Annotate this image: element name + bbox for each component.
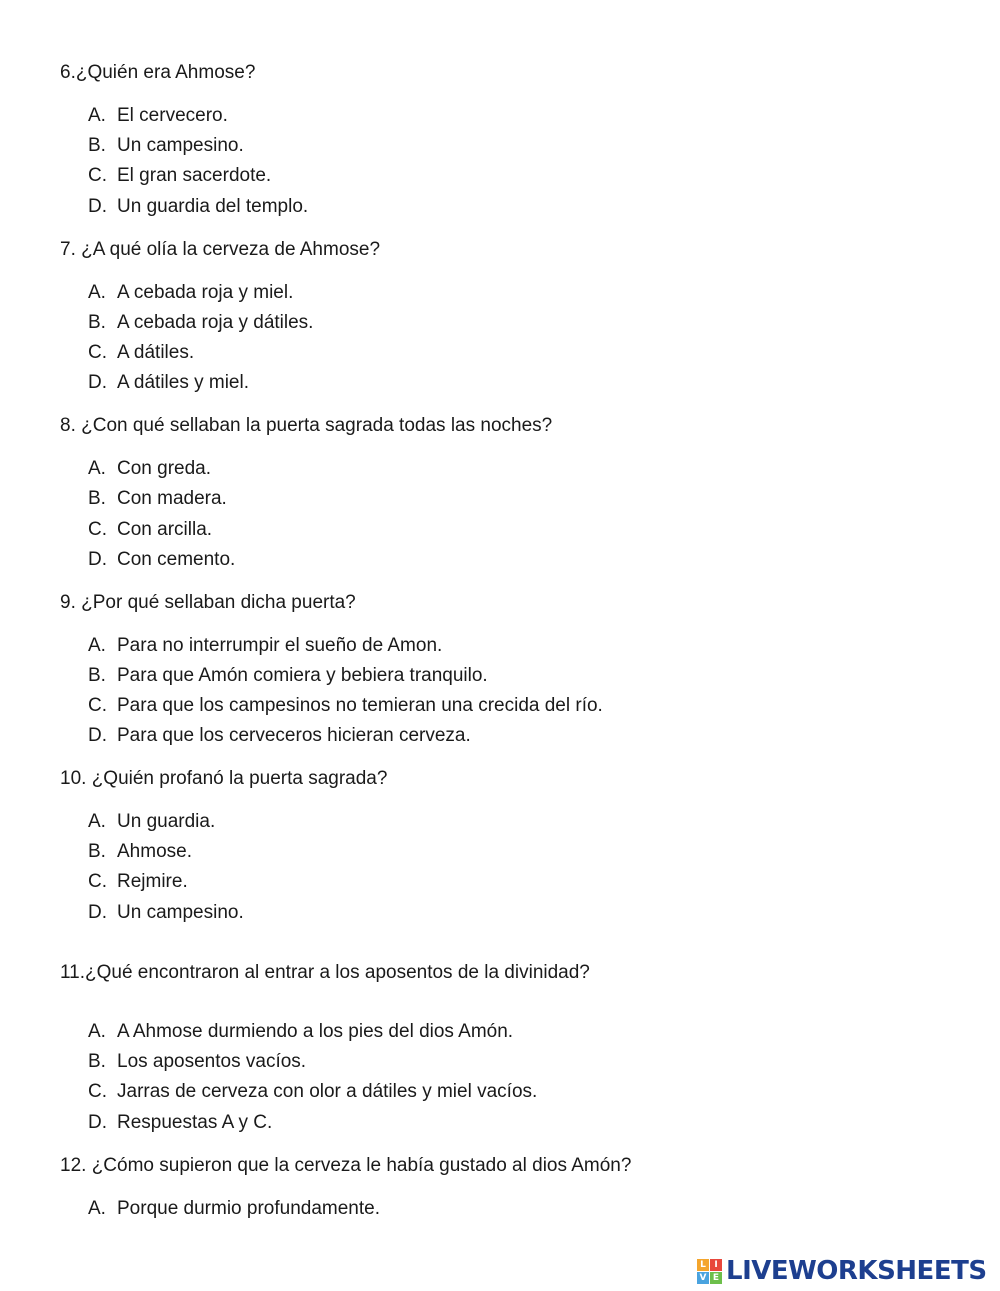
option-12a[interactable]	[88, 1197, 380, 1221]
option-text: A cebada roja y miel.	[117, 282, 294, 303]
option-letter: C.	[88, 1081, 107, 1102]
option-9c[interactable]	[88, 694, 603, 718]
question-11: 11.¿Qué encontraron al entrar a los aposentos de la divinidad?	[60, 962, 590, 983]
option-text: Un guardia del templo.	[117, 196, 309, 217]
question-7: 7. ¿A qué olía la cerveza de Ahmose?	[60, 239, 381, 260]
option-text: Un guardia.	[117, 811, 216, 832]
logo-tiles-icon	[697, 1259, 722, 1284]
logo-tile-v: V	[697, 1272, 709, 1284]
option-letter: A.	[88, 282, 106, 303]
option-text: El gran sacerdote.	[117, 165, 272, 186]
liveworksheets-logo	[697, 1256, 987, 1286]
option-letter: B.	[88, 841, 106, 862]
option-10b[interactable]	[88, 840, 192, 864]
option-text: A cebada roja y dátiles.	[117, 312, 314, 333]
question-10: 10. ¿Quién profanó la puerta sagrada?	[60, 768, 388, 789]
logo-tile-l: L	[697, 1259, 709, 1271]
option-text: Con greda.	[117, 458, 212, 479]
question-12: 12. ¿Cómo supieron que la cerveza le había gustado al dios Amón?	[60, 1155, 632, 1176]
option-text: Porque durmio profundamente.	[117, 1198, 380, 1219]
option-7c[interactable]	[88, 341, 194, 365]
option-7b[interactable]	[88, 311, 313, 335]
option-10a[interactable]	[88, 810, 215, 834]
option-letter: B.	[88, 135, 106, 156]
option-text: Un campesino.	[117, 135, 244, 156]
option-text: Con madera.	[117, 488, 227, 509]
option-6d[interactable]	[88, 195, 308, 219]
option-letter: D.	[88, 196, 107, 217]
option-letter: D.	[88, 372, 107, 393]
option-letter: C.	[88, 342, 107, 363]
option-text: Un campesino.	[117, 902, 244, 923]
question-9: 9. ¿Por qué sellaban dicha puerta?	[60, 592, 356, 613]
option-10d[interactable]	[88, 901, 244, 925]
option-7d[interactable]	[88, 371, 249, 395]
option-letter: B.	[88, 488, 106, 509]
option-text: Para no interrumpir el sueño de Amon.	[117, 635, 443, 656]
option-text: El cervecero.	[117, 105, 228, 126]
option-11d[interactable]	[88, 1111, 272, 1135]
option-letter: A.	[88, 1198, 106, 1219]
logo-tile-i: I	[710, 1259, 722, 1271]
option-letter: B.	[88, 312, 106, 333]
option-letter: A.	[88, 1021, 106, 1042]
option-10c[interactable]	[88, 870, 188, 894]
option-letter: C.	[88, 871, 107, 892]
option-8d[interactable]	[88, 548, 235, 572]
option-text: Con arcilla.	[117, 519, 213, 540]
option-9d[interactable]	[88, 724, 471, 748]
option-text: Rejmire.	[117, 871, 188, 892]
option-letter: A.	[88, 458, 106, 479]
option-9b[interactable]	[88, 664, 488, 688]
option-8b[interactable]	[88, 487, 227, 511]
option-letter: A.	[88, 635, 106, 656]
option-text: Jarras de cerveza con olor a dátiles y miel vacíos.	[117, 1081, 538, 1102]
option-6c[interactable]	[88, 164, 271, 188]
option-letter: C.	[88, 695, 107, 716]
option-6a[interactable]	[88, 104, 228, 128]
option-text: Respuestas A y C.	[117, 1112, 273, 1133]
option-text: A dátiles.	[117, 342, 195, 363]
option-11c[interactable]	[88, 1080, 537, 1104]
option-letter: D.	[88, 549, 107, 570]
option-letter: B.	[88, 665, 106, 686]
option-letter: D.	[88, 1112, 107, 1133]
option-letter: B.	[88, 1051, 106, 1072]
option-11a[interactable]	[88, 1020, 513, 1044]
option-letter: A.	[88, 811, 106, 832]
logo-text: LIVEWORKSHEETS	[726, 1256, 987, 1286]
option-letter: A.	[88, 105, 106, 126]
option-letter: D.	[88, 725, 107, 746]
option-letter: C.	[88, 165, 107, 186]
option-9a[interactable]	[88, 634, 442, 658]
question-8: 8. ¿Con qué sellaban la puerta sagrada todas las noches?	[60, 415, 553, 436]
option-letter: C.	[88, 519, 107, 540]
option-text: Para que Amón comiera y bebiera tranquilo.	[117, 665, 488, 686]
logo-tile-e: E	[710, 1272, 722, 1284]
option-text: Con cemento.	[117, 549, 236, 570]
option-8a[interactable]	[88, 457, 211, 481]
option-text: Para que los campesinos no temieran una crecida del río.	[117, 695, 603, 716]
question-6: 6.¿Quién era Ahmose?	[60, 62, 256, 83]
option-8c[interactable]	[88, 518, 212, 542]
option-text: Ahmose.	[117, 841, 192, 862]
option-6b[interactable]	[88, 134, 244, 158]
option-text: A dátiles y miel.	[117, 372, 249, 393]
option-text: A Ahmose durmiendo a los pies del dios Amón.	[117, 1021, 514, 1042]
option-7a[interactable]	[88, 281, 293, 305]
option-11b[interactable]	[88, 1050, 306, 1074]
option-text: Para que los cerveceros hicieran cerveza.	[117, 725, 471, 746]
option-letter: D.	[88, 902, 107, 923]
option-text: Los aposentos vacíos.	[117, 1051, 307, 1072]
